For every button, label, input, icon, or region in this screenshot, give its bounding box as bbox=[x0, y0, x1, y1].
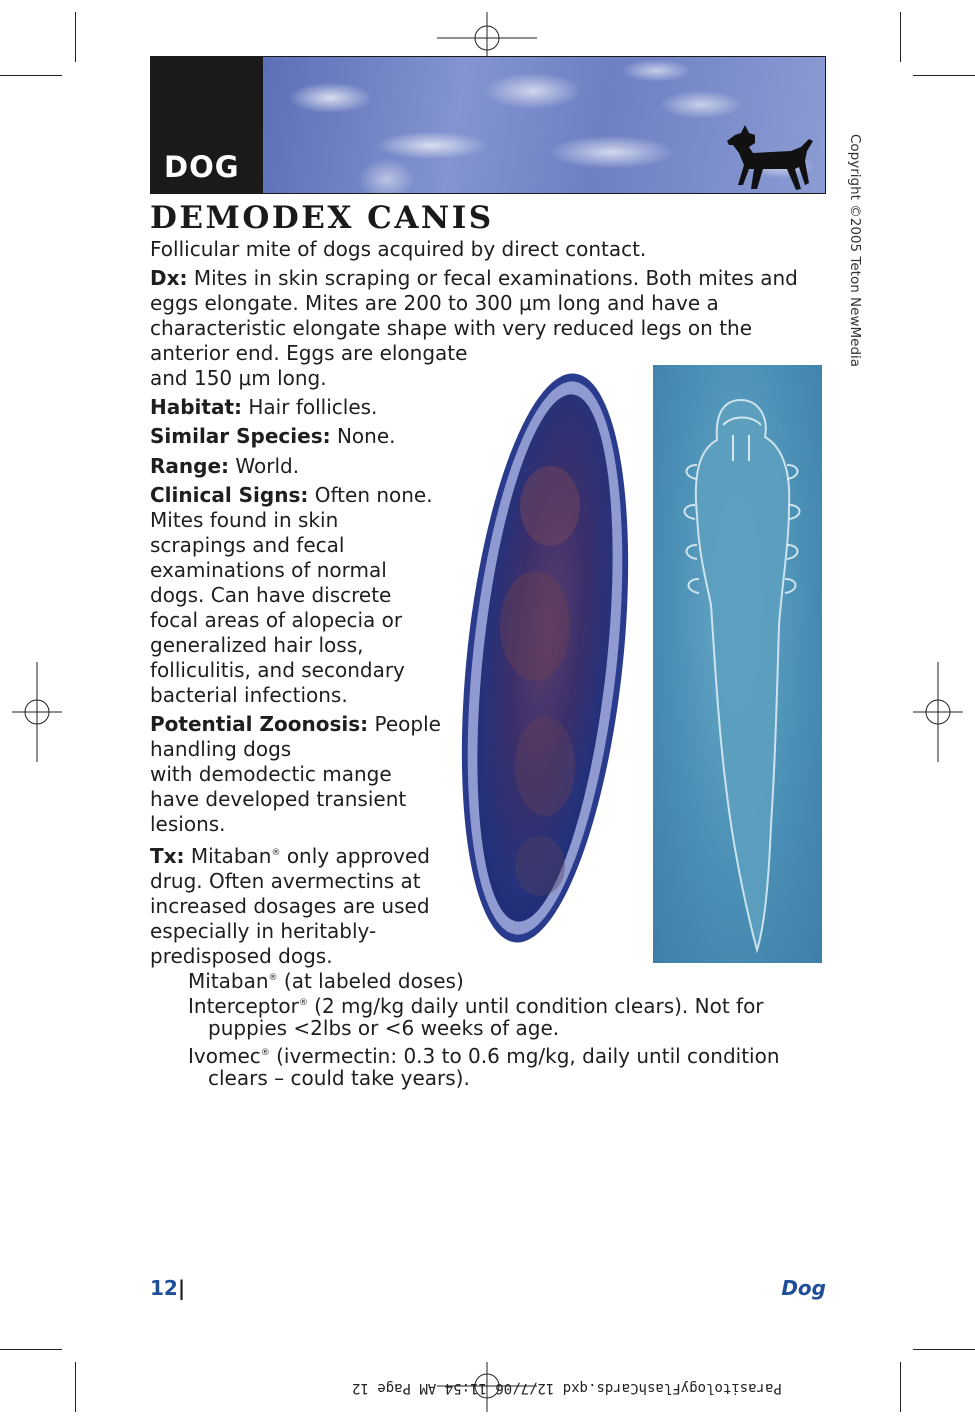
treatment-name: Ivomec bbox=[188, 1044, 261, 1068]
page-number bbox=[150, 1276, 185, 1300]
tx-line: increased dosages are used bbox=[150, 894, 430, 918]
page-title: DEMODEX CANIS bbox=[150, 200, 494, 236]
treatment-name: Mitaban bbox=[188, 969, 269, 993]
similar-species-label: Similar Species: bbox=[150, 424, 331, 448]
zoonosis-line: handling dogs bbox=[150, 737, 292, 761]
treatment-name: Interceptor bbox=[188, 994, 299, 1018]
habitat-label: Habitat: bbox=[150, 395, 243, 419]
mite-micrograph-image bbox=[653, 365, 822, 963]
dx-line: eggs elongate. Mites are 200 to 300 μm long and have a bbox=[150, 291, 719, 315]
clinical-signs-section bbox=[150, 483, 450, 708]
clinical-signs-line: examinations of normal bbox=[150, 558, 387, 582]
registered-mark: ® bbox=[298, 998, 308, 1008]
dx-line: and 150 μm long. bbox=[150, 366, 327, 390]
tx-line: predisposed dogs. bbox=[150, 944, 333, 968]
clinical-signs-line: dogs. Can have discrete bbox=[150, 583, 392, 607]
clinical-signs-line: focal areas of alopecia or bbox=[150, 608, 403, 632]
treatment-item-continuation: puppies <2lbs or <6 weeks of age. bbox=[208, 1016, 560, 1040]
clinical-signs-line: folliculitis, and secondary bbox=[150, 658, 405, 682]
header-banner bbox=[150, 56, 826, 194]
treatment-item bbox=[188, 991, 764, 1019]
treatment-item bbox=[188, 966, 464, 994]
similar-species-line bbox=[150, 424, 396, 449]
dx-label: Dx: bbox=[150, 266, 188, 290]
tx-line: drug. Often avermectins at bbox=[150, 869, 421, 893]
tx-section bbox=[150, 841, 450, 969]
clinical-signs-line: scrapings and fecal bbox=[150, 533, 345, 557]
habitat-text: Hair follicles. bbox=[248, 395, 378, 419]
range-label: Range: bbox=[150, 454, 230, 478]
category-label: DOG bbox=[164, 150, 240, 184]
banner-texture-image bbox=[263, 57, 825, 193]
zoonosis-label: Potential Zoonosis: bbox=[150, 712, 369, 736]
treatment-item-continuation: clears – could take years). bbox=[208, 1066, 470, 1090]
dx-line: anterior end. Eggs are elongate bbox=[150, 341, 468, 365]
dx-line: Mites in skin scraping or fecal examinations. Both mites and bbox=[193, 266, 798, 290]
clinical-signs-line: Often none. bbox=[314, 483, 433, 507]
tx-label: Tx: bbox=[150, 844, 185, 868]
registered-mark: ® bbox=[260, 1048, 270, 1058]
zoonosis-line: lesions. bbox=[150, 812, 226, 836]
page-number-separator: | bbox=[177, 1276, 186, 1300]
zoonosis-line: People bbox=[374, 712, 441, 736]
treatment-item bbox=[188, 1041, 780, 1069]
tx-line: only approved bbox=[286, 844, 430, 868]
tx-drug-name: Mitaban bbox=[190, 844, 272, 868]
dx-line: characteristic elongate shape with very reduced legs on the bbox=[150, 316, 753, 340]
registration-mark-right bbox=[913, 662, 963, 762]
section-name: Dog bbox=[781, 1276, 826, 1300]
clinical-signs-label: Clinical Signs: bbox=[150, 483, 309, 507]
clinical-signs-line: generalized hair loss, bbox=[150, 633, 364, 657]
treatment-detail: (2 mg/kg daily until condition clears). Not for bbox=[314, 994, 764, 1018]
registration-mark-left bbox=[12, 662, 62, 762]
zoonosis-section bbox=[150, 712, 450, 837]
intro-text: Follicular mite of dogs acquired by direct contact. bbox=[150, 237, 647, 261]
treatment-detail: (at labeled doses) bbox=[283, 969, 464, 993]
registration-mark-top bbox=[437, 12, 537, 62]
clinical-signs-line: Mites found in skin bbox=[150, 508, 339, 532]
registered-mark: ® bbox=[268, 973, 278, 983]
page-number-value: 12 bbox=[150, 1276, 178, 1300]
range-line bbox=[150, 454, 299, 479]
egg-micrograph-image bbox=[450, 366, 640, 950]
habitat-line bbox=[150, 395, 377, 420]
print-slug: ParasitologyFlashCards.qxd 12/7/06 11:54 AM Page 12 bbox=[352, 1380, 782, 1396]
copyright-notice: Copyright ©2005 Teton NewMedia bbox=[847, 134, 863, 368]
zoonosis-line: with demodectic mange bbox=[150, 762, 392, 786]
tx-line: especially in heritably- bbox=[150, 919, 377, 943]
dog-silhouette-icon bbox=[721, 123, 821, 193]
zoonosis-line: have developed transient bbox=[150, 787, 407, 811]
treatment-detail: (ivermectin: 0.3 to 0.6 mg/kg, daily until condition bbox=[276, 1044, 780, 1068]
clinical-signs-line: bacterial infections. bbox=[150, 683, 348, 707]
registered-mark: ® bbox=[271, 848, 281, 858]
range-text: World. bbox=[235, 454, 300, 478]
similar-species-text: None. bbox=[336, 424, 396, 448]
